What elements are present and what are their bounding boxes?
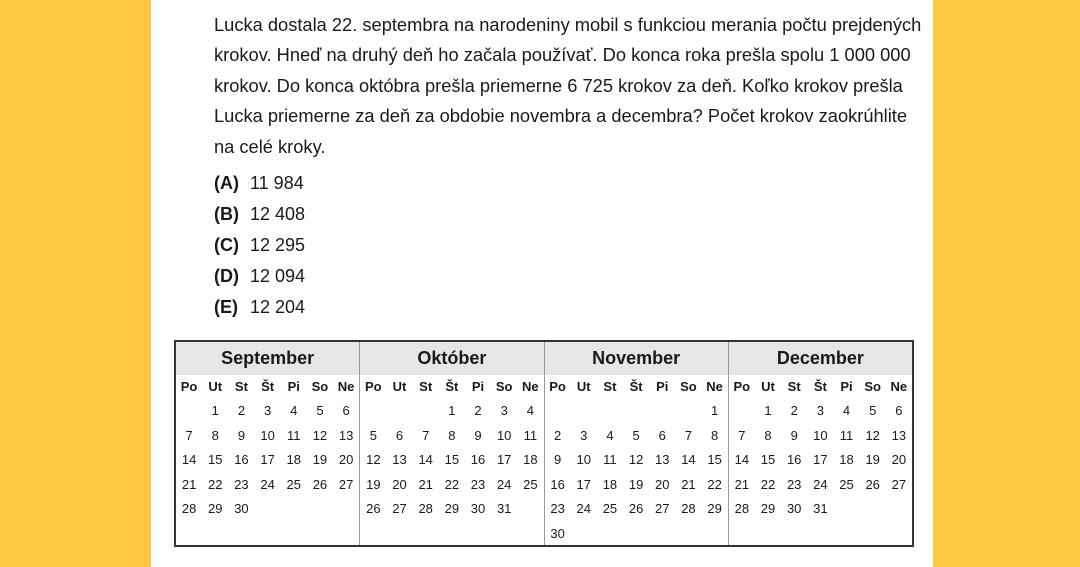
weekday-label: Ne bbox=[706, 379, 723, 394]
day-cell: 26 bbox=[312, 476, 328, 492]
day-cell: 29 bbox=[760, 501, 776, 516]
day-cell: 24 bbox=[813, 476, 828, 492]
calendar-month bbox=[176, 342, 360, 545]
day-cell bbox=[833, 522, 859, 546]
week-row bbox=[360, 424, 543, 449]
day-cell bbox=[833, 497, 859, 522]
week-row bbox=[545, 522, 728, 547]
day-cell: 31 bbox=[496, 501, 512, 516]
question-line: krokov. Hneď na druhý deň ho začala používať. Do konca roka prešla spolu 1 000 000 bbox=[214, 44, 911, 66]
day-cell: 31 bbox=[813, 501, 828, 516]
day-cell bbox=[702, 522, 728, 547]
day-cell: 14 bbox=[681, 452, 696, 467]
week-row bbox=[176, 399, 359, 424]
day-cell: 16 bbox=[550, 476, 565, 492]
day-cell: 28 bbox=[418, 501, 433, 516]
weekday-label: Pi bbox=[840, 379, 853, 394]
day-cell: 29 bbox=[707, 501, 722, 516]
day-cell: 21 bbox=[734, 476, 750, 492]
weekday-header-row bbox=[176, 375, 359, 399]
day-cell bbox=[413, 399, 439, 424]
day-cell: 11 bbox=[603, 452, 617, 467]
day-cell: 18 bbox=[523, 452, 538, 467]
day-cell: 30 bbox=[234, 501, 249, 516]
weekday-header-row bbox=[545, 375, 728, 399]
day-cell bbox=[307, 497, 333, 522]
day-cell: 9 bbox=[553, 452, 562, 467]
day-cell: 28 bbox=[734, 501, 750, 516]
day-cell bbox=[176, 522, 202, 546]
day-cell: 30 bbox=[786, 501, 802, 516]
day-cell: 13 bbox=[392, 452, 407, 467]
week-row bbox=[360, 448, 543, 473]
day-cell bbox=[649, 522, 675, 547]
option-value: 12 408 bbox=[250, 204, 306, 224]
option-value: 12 094 bbox=[250, 266, 306, 286]
weekday-label: Št bbox=[629, 379, 643, 394]
day-cell: 7 bbox=[185, 427, 193, 443]
day-cell: 12 bbox=[628, 452, 644, 467]
day-cell: 24 bbox=[576, 501, 591, 516]
day-cell: 11 bbox=[839, 427, 854, 443]
day-cell: 24 bbox=[496, 476, 512, 492]
weekday-label: Ut bbox=[576, 379, 591, 394]
day-cell: 20 bbox=[891, 452, 907, 467]
day-cell: 14 bbox=[734, 452, 750, 467]
weekday-label: Po bbox=[180, 379, 198, 394]
weekday-label: Št bbox=[813, 379, 827, 394]
day-cell bbox=[439, 522, 465, 546]
weekday-label: So bbox=[680, 379, 697, 394]
day-cell bbox=[571, 399, 597, 424]
day-cell: 8 bbox=[448, 427, 456, 443]
week-row bbox=[360, 399, 543, 424]
day-cell: 17 bbox=[496, 452, 512, 467]
day-cell: 18 bbox=[839, 452, 854, 467]
day-cell bbox=[729, 399, 755, 424]
day-cell: 21 bbox=[418, 476, 433, 492]
day-cell: 6 bbox=[895, 403, 903, 418]
weekday-label: So bbox=[864, 379, 881, 394]
day-cell: 12 bbox=[366, 452, 381, 467]
weekday-label: Ut bbox=[761, 379, 775, 394]
day-cell: 19 bbox=[628, 476, 644, 492]
calendar-table bbox=[174, 340, 914, 547]
day-cell: 30 bbox=[550, 525, 565, 541]
day-cell: 18 bbox=[286, 452, 301, 467]
day-cell: 16 bbox=[470, 452, 486, 467]
day-cell: 7 bbox=[684, 427, 693, 443]
option-c[interactable] bbox=[214, 230, 305, 261]
day-cell bbox=[623, 522, 649, 547]
day-cell: 3 bbox=[263, 403, 272, 418]
day-cell: 10 bbox=[260, 427, 275, 443]
week-row bbox=[360, 522, 543, 546]
day-cell: 10 bbox=[496, 427, 512, 443]
day-cell bbox=[623, 399, 649, 424]
day-cell: 5 bbox=[869, 403, 877, 418]
day-cell: 17 bbox=[576, 476, 591, 492]
day-cell: 11 bbox=[523, 427, 538, 443]
day-cell bbox=[755, 522, 781, 546]
day-cell: 21 bbox=[681, 476, 696, 492]
day-cell bbox=[675, 522, 701, 547]
day-cell: 25 bbox=[523, 476, 538, 492]
document-page bbox=[151, 0, 933, 567]
day-cell bbox=[729, 522, 755, 546]
question-line: Lucka priemerne za deň za obdobie novembra a decembra? Počet krokov zaokrúhlite bbox=[214, 105, 908, 127]
month-title: Október bbox=[360, 342, 543, 375]
weekday-label: Ne bbox=[337, 379, 355, 394]
day-cell: 13 bbox=[338, 427, 354, 443]
week-row bbox=[729, 424, 912, 449]
day-cell: 24 bbox=[260, 476, 275, 492]
day-cell: 30 bbox=[470, 501, 486, 516]
option-e[interactable] bbox=[214, 292, 305, 323]
day-cell: 29 bbox=[444, 501, 460, 516]
option-value: 12 204 bbox=[250, 297, 306, 317]
day-cell: 27 bbox=[338, 476, 354, 492]
weekday-label: Pi bbox=[656, 379, 669, 394]
week-row bbox=[176, 522, 359, 546]
day-cell: 2 bbox=[553, 427, 562, 443]
day-cell: 22 bbox=[707, 476, 722, 492]
day-cell: 17 bbox=[260, 452, 275, 467]
option-letter: (C) bbox=[214, 235, 239, 255]
day-cell: 15 bbox=[208, 452, 223, 467]
day-cell: 1 bbox=[448, 403, 456, 418]
day-cell bbox=[860, 522, 886, 546]
weekday-label: Št bbox=[445, 379, 459, 394]
day-cell: 15 bbox=[707, 452, 722, 467]
weekday-label: Ut bbox=[392, 379, 407, 394]
day-cell bbox=[281, 522, 307, 546]
day-cell bbox=[360, 399, 386, 424]
day-cell: 1 bbox=[711, 403, 719, 418]
day-cell: 4 bbox=[526, 403, 534, 418]
day-cell bbox=[675, 399, 701, 424]
week-row bbox=[729, 497, 912, 522]
day-cell: 22 bbox=[760, 476, 776, 492]
day-cell: 5 bbox=[369, 427, 377, 443]
day-cell bbox=[386, 522, 412, 546]
week-row bbox=[729, 399, 912, 424]
day-cell: 4 bbox=[606, 427, 614, 443]
day-cell bbox=[307, 522, 333, 546]
option-letter: (E) bbox=[214, 297, 238, 317]
day-cell: 9 bbox=[237, 427, 246, 443]
option-letter: (D) bbox=[214, 266, 239, 286]
month-title: November bbox=[545, 342, 728, 375]
weekday-label: St bbox=[419, 379, 433, 394]
day-cell: 16 bbox=[234, 452, 249, 467]
option-d[interactable] bbox=[214, 261, 305, 292]
day-cell: 22 bbox=[444, 476, 460, 492]
day-cell bbox=[517, 522, 543, 546]
weekday-label: St bbox=[787, 379, 801, 394]
day-cell: 7 bbox=[738, 427, 746, 443]
day-cell: 13 bbox=[891, 427, 907, 443]
week-row bbox=[176, 424, 359, 449]
day-cell: 20 bbox=[338, 452, 354, 467]
day-cell: 2 bbox=[474, 403, 482, 418]
week-row bbox=[729, 448, 912, 473]
option-letter: (A) bbox=[214, 173, 239, 193]
day-cell: 23 bbox=[550, 501, 565, 516]
day-cell bbox=[255, 497, 281, 522]
calendar-month bbox=[360, 342, 544, 545]
day-cell bbox=[176, 399, 202, 424]
weekday-label: So bbox=[311, 379, 329, 394]
day-cell: 9 bbox=[790, 427, 798, 443]
day-cell: 12 bbox=[865, 427, 880, 443]
day-cell: 14 bbox=[418, 452, 433, 467]
day-cell bbox=[465, 522, 491, 546]
weekday-label: St bbox=[234, 379, 248, 394]
weekday-label: Ne bbox=[522, 379, 539, 394]
day-cell bbox=[597, 399, 623, 424]
day-cell bbox=[886, 497, 912, 522]
week-row bbox=[545, 424, 728, 449]
week-row bbox=[176, 448, 359, 473]
day-cell: 20 bbox=[392, 476, 407, 492]
day-cell: 27 bbox=[655, 501, 670, 516]
week-row bbox=[729, 522, 912, 546]
day-cell: 3 bbox=[580, 427, 588, 443]
day-cell: 16 bbox=[786, 452, 802, 467]
day-cell: 18 bbox=[602, 476, 618, 492]
day-cell: 23 bbox=[234, 476, 249, 492]
week-row bbox=[360, 497, 543, 522]
day-cell: 27 bbox=[392, 501, 407, 516]
weekday-header-row bbox=[360, 375, 543, 399]
day-cell bbox=[202, 522, 228, 546]
option-value: 11 984 bbox=[250, 173, 304, 193]
option-value: 12 295 bbox=[250, 235, 306, 255]
day-cell bbox=[386, 399, 412, 424]
day-cell: 12 bbox=[312, 427, 328, 443]
month-title: December bbox=[729, 342, 912, 375]
day-cell: 2 bbox=[237, 403, 246, 418]
day-cell: 29 bbox=[208, 501, 223, 516]
day-cell: 27 bbox=[891, 476, 907, 492]
day-cell: 6 bbox=[658, 427, 666, 443]
question-line: krokov. Do konca októbra prešla priemerne 6 725 krokov za deň. Koľko krokov prešla bbox=[214, 74, 903, 96]
day-cell: 25 bbox=[286, 476, 301, 492]
weekday-label: Pi bbox=[287, 379, 300, 394]
day-cell: 5 bbox=[632, 427, 640, 443]
answer-options bbox=[214, 168, 305, 323]
day-cell: 17 bbox=[813, 452, 828, 467]
day-cell: 19 bbox=[312, 452, 328, 467]
day-cell: 15 bbox=[444, 452, 460, 467]
day-cell: 3 bbox=[816, 403, 824, 418]
calendar-month bbox=[729, 342, 912, 545]
question-line: na celé kroky. bbox=[214, 135, 326, 157]
weekday-label: Po bbox=[733, 379, 751, 394]
day-cell: 10 bbox=[813, 427, 828, 443]
day-cell: 3 bbox=[500, 403, 508, 418]
day-cell: 22 bbox=[208, 476, 223, 492]
day-cell bbox=[491, 522, 517, 546]
week-row bbox=[545, 448, 728, 473]
day-cell: 1 bbox=[211, 403, 219, 418]
day-cell bbox=[597, 522, 623, 547]
month-title: September bbox=[176, 342, 359, 375]
day-cell: 6 bbox=[342, 403, 350, 418]
day-cell: 9 bbox=[474, 427, 482, 443]
day-cell: 4 bbox=[290, 403, 298, 418]
day-cell: 4 bbox=[842, 403, 851, 418]
weekday-header-row bbox=[729, 375, 912, 399]
day-cell: 26 bbox=[865, 476, 880, 492]
day-cell: 5 bbox=[316, 403, 324, 418]
day-cell: 26 bbox=[366, 501, 381, 516]
day-cell: 8 bbox=[711, 427, 719, 443]
question-text bbox=[214, 10, 929, 162]
day-cell: 21 bbox=[181, 476, 197, 492]
day-cell bbox=[360, 522, 386, 546]
weekday-label: Po bbox=[365, 379, 382, 394]
weekday-label: Pi bbox=[471, 379, 485, 394]
weekday-label: St bbox=[603, 379, 617, 394]
day-cell: 25 bbox=[839, 476, 854, 492]
day-cell bbox=[333, 497, 359, 522]
option-b[interactable] bbox=[214, 199, 305, 230]
day-cell bbox=[517, 497, 543, 522]
day-cell: 26 bbox=[628, 501, 644, 516]
day-cell bbox=[649, 399, 675, 424]
week-row bbox=[545, 497, 728, 522]
day-cell: 1 bbox=[764, 403, 772, 418]
day-cell: 8 bbox=[764, 427, 772, 443]
day-cell: 23 bbox=[786, 476, 802, 492]
day-cell: 11 bbox=[287, 427, 301, 443]
option-letter: (B) bbox=[214, 204, 239, 224]
weekday-label: Ne bbox=[890, 379, 908, 394]
weekday-label: So bbox=[495, 379, 513, 394]
day-cell: 23 bbox=[470, 476, 486, 492]
week-row bbox=[545, 399, 728, 424]
day-cell: 13 bbox=[655, 452, 670, 467]
week-row bbox=[545, 473, 728, 498]
calendar-month bbox=[545, 342, 729, 545]
day-cell: 10 bbox=[576, 452, 591, 467]
week-row bbox=[176, 497, 359, 522]
day-cell: 19 bbox=[865, 452, 880, 467]
day-cell bbox=[545, 399, 571, 424]
day-cell: 19 bbox=[366, 476, 381, 492]
day-cell bbox=[228, 522, 254, 546]
day-cell bbox=[860, 497, 886, 522]
day-cell: 2 bbox=[790, 403, 798, 418]
day-cell: 8 bbox=[211, 427, 219, 443]
day-cell bbox=[255, 522, 281, 546]
day-cell bbox=[571, 522, 597, 547]
day-cell bbox=[413, 522, 439, 546]
weekday-label: Ut bbox=[208, 379, 223, 394]
day-cell bbox=[281, 497, 307, 522]
day-cell bbox=[333, 522, 359, 546]
day-cell bbox=[781, 522, 807, 546]
day-cell bbox=[886, 522, 912, 546]
week-row bbox=[176, 473, 359, 498]
day-cell: 25 bbox=[602, 501, 618, 516]
day-cell: 28 bbox=[181, 501, 197, 516]
day-cell: 7 bbox=[422, 427, 430, 443]
week-row bbox=[729, 473, 912, 498]
week-row bbox=[360, 473, 543, 498]
day-cell: 6 bbox=[395, 427, 404, 443]
weekday-label: Po bbox=[549, 379, 566, 394]
question-line: Lucka dostala 22. septembra na narodeniny mobil s funkciou merania počtu prejdených bbox=[214, 14, 922, 35]
day-cell: 14 bbox=[181, 452, 197, 467]
day-cell: 28 bbox=[681, 501, 696, 516]
day-cell bbox=[807, 522, 833, 546]
day-cell: 15 bbox=[760, 452, 776, 467]
weekday-label: Št bbox=[261, 379, 275, 394]
option-a[interactable] bbox=[214, 168, 305, 199]
day-cell: 20 bbox=[655, 476, 670, 492]
